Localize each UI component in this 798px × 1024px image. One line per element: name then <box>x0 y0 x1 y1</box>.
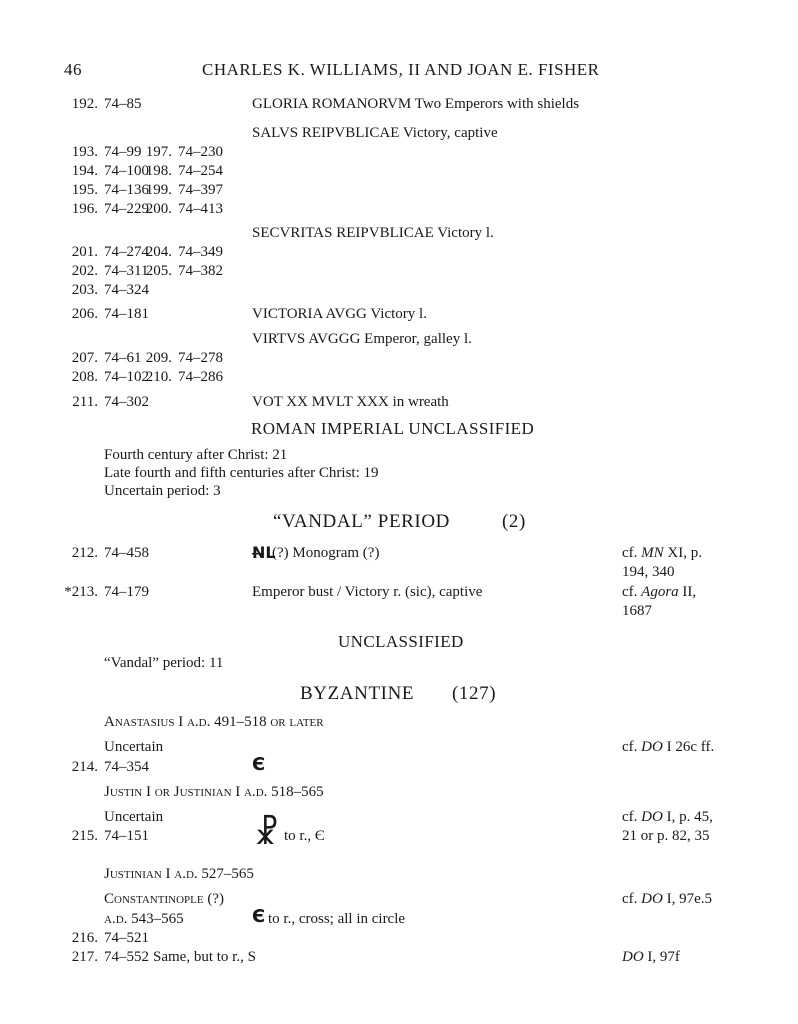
inventory-number: 74–302 <box>104 394 149 410</box>
entry-description: (?) Monogram (?) <box>272 545 380 561</box>
reference-prefix: cf. <box>622 739 638 755</box>
mint-heading: Constantinople (?) <box>104 891 224 907</box>
inventory-number: 74–349 <box>178 244 223 260</box>
entry-number: 215. <box>71 828 98 844</box>
reference-detail: II, <box>682 584 697 600</box>
reference-title: DO <box>622 949 644 965</box>
section-heading: UNCLASSIFIED <box>338 632 464 651</box>
entry-description: Emperor bust / Victory r. (sic), captive <box>252 584 483 600</box>
ruler-heading: Justin I or Justinian I a.d. 518–565 <box>104 784 324 800</box>
reference-detail: I, p. 45, <box>666 809 713 825</box>
entry-number: 210. <box>145 369 172 385</box>
entry-number: 204. <box>145 244 172 260</box>
entry-description: to r., cross; all in circle <box>268 911 406 927</box>
inventory-number: 74–85 <box>104 96 142 112</box>
inventory-number: 74–254 <box>178 163 223 179</box>
entry-number: 203. <box>71 282 98 298</box>
entry-number: 198. <box>145 163 172 179</box>
reference-title: DO <box>641 739 663 755</box>
chi-rho-monogram-icon: ☧ <box>254 814 280 852</box>
entry-number: 214. <box>71 759 98 775</box>
section-heading: “VANDAL” PERIOD <box>273 511 450 532</box>
summary-line: Fourth century after Christ: 21 <box>104 447 288 463</box>
entry-number: 196. <box>71 201 98 217</box>
reference-detail: I 26c ff. <box>666 739 715 755</box>
section-heading: ROMAN IMPERIAL UNCLASSIFIED <box>251 419 535 438</box>
running-title: CHARLES K. WILLIAMS, II AND JOAN E. FISHER <box>202 60 600 79</box>
reference-detail: I, 97e.5 <box>666 891 712 907</box>
entry-number: 205. <box>145 263 172 279</box>
inventory-number: 74–102 <box>104 369 149 385</box>
inventory-number: 74–99 <box>104 144 142 160</box>
entry-number: 202. <box>71 263 98 279</box>
inventory-number: 74–181 <box>104 306 149 322</box>
monogram-icon: N̶L <box>252 543 276 562</box>
reference-continued: 194, 340 <box>622 564 675 580</box>
entry-description: VOT XX MVLT XXX in wreath <box>252 394 449 410</box>
section-count: (127) <box>452 683 497 704</box>
reference <box>622 544 702 563</box>
entry-description: GLORIA ROMANORVM Two Emperors with shields <box>252 96 580 112</box>
entry-description: to r., Є <box>284 828 325 844</box>
date-range: a.d. 543–565 <box>104 911 184 927</box>
reference-title: DO <box>641 891 663 907</box>
reference <box>622 808 713 827</box>
entry-number: 212. <box>71 545 98 561</box>
ruler-heading: Anastasius I a.d. 491–518 or later <box>104 714 324 730</box>
reference-title: Agora <box>641 584 679 600</box>
type-heading: SECVRITAS REIPVBLICAE Victory l. <box>252 225 494 241</box>
inventory-number: 74–230 <box>178 144 223 160</box>
entry-number: 217. <box>71 949 98 965</box>
inventory-number: 74–397 <box>178 182 223 198</box>
reference <box>622 890 712 909</box>
entry-description: Same, but to r., S <box>153 949 256 965</box>
entry-number: 201. <box>71 244 98 260</box>
entry-number: 192. <box>71 96 98 112</box>
entry-number: 195. <box>71 182 98 198</box>
subheading: Uncertain <box>104 809 164 825</box>
reference-detail: XI, p. <box>667 545 702 561</box>
inventory-number: 74–311 <box>104 263 149 279</box>
reference-title: MN <box>641 545 664 561</box>
inventory-number: 74–100 <box>104 163 149 179</box>
inventory-number: 74–61 <box>104 350 142 366</box>
entry-number: 194. <box>71 163 98 179</box>
inventory-number: 74–151 <box>104 828 149 844</box>
reference-prefix: cf. <box>622 545 638 561</box>
inventory-number: 74–229 <box>104 201 149 217</box>
entry-description: VICTORIA AVGG Victory l. <box>252 306 427 322</box>
entry-number: 209. <box>145 350 172 366</box>
ruler-heading: Justinian I a.d. 527–565 <box>104 866 254 882</box>
type-heading: VIRTVS AVGGG Emperor, galley l. <box>252 331 472 347</box>
summary-line: Uncertain period: 3 <box>104 483 221 499</box>
summary-line: Late fourth and fifth centuries after Christ: 19 <box>104 465 379 481</box>
inventory-number: 74–274 <box>104 244 149 260</box>
reference-prefix: cf. <box>622 891 638 907</box>
entry-number: *213. <box>64 584 98 600</box>
entry-number: 211. <box>72 394 98 410</box>
reference-detail: I, 97f <box>647 949 680 965</box>
inventory-number: 74–458 <box>104 545 149 561</box>
section-count: (2) <box>502 511 526 532</box>
epsilon-mark-icon: Є <box>252 906 266 927</box>
reference-continued: 1687 <box>622 603 652 619</box>
inventory-number: 74–179 <box>104 584 149 600</box>
reference-prefix: cf. <box>622 584 638 600</box>
entry-number: 208. <box>71 369 98 385</box>
reference <box>622 583 696 602</box>
reference-continued: 21 or p. 82, 35 <box>622 828 710 844</box>
entry-number: 207. <box>71 350 98 366</box>
inventory-number: 74–552 <box>104 949 149 965</box>
inventory-number: 74–413 <box>178 201 223 217</box>
section-heading: BYZANTINE <box>300 683 415 704</box>
inventory-number: 74–278 <box>178 350 223 366</box>
reference-title: DO <box>641 809 663 825</box>
inventory-number: 74–136 <box>104 182 149 198</box>
inventory-number: 74–354 <box>104 759 149 775</box>
inventory-number: 74–382 <box>178 263 223 279</box>
inventory-number: 74–286 <box>178 369 223 385</box>
reference <box>622 738 714 757</box>
reference-prefix: cf. <box>622 809 638 825</box>
inventory-number: 74–324 <box>104 282 149 298</box>
epsilon-mark-icon: Є <box>252 754 266 775</box>
entry-number: 193. <box>71 144 98 160</box>
entry-number: 216. <box>71 930 98 946</box>
inventory-number: 74–521 <box>104 930 149 946</box>
type-heading: SALVS REIPVBLICAE Victory, captive <box>252 125 498 141</box>
page-number: 46 <box>64 60 82 79</box>
entry-number: 197. <box>145 144 172 160</box>
summary-line: “Vandal” period: 11 <box>104 655 224 671</box>
entry-number: 200. <box>145 201 172 217</box>
subheading: Uncertain <box>104 739 164 755</box>
reference <box>622 948 680 967</box>
entry-number: 206. <box>71 306 98 322</box>
entry-number: 199. <box>145 182 172 198</box>
